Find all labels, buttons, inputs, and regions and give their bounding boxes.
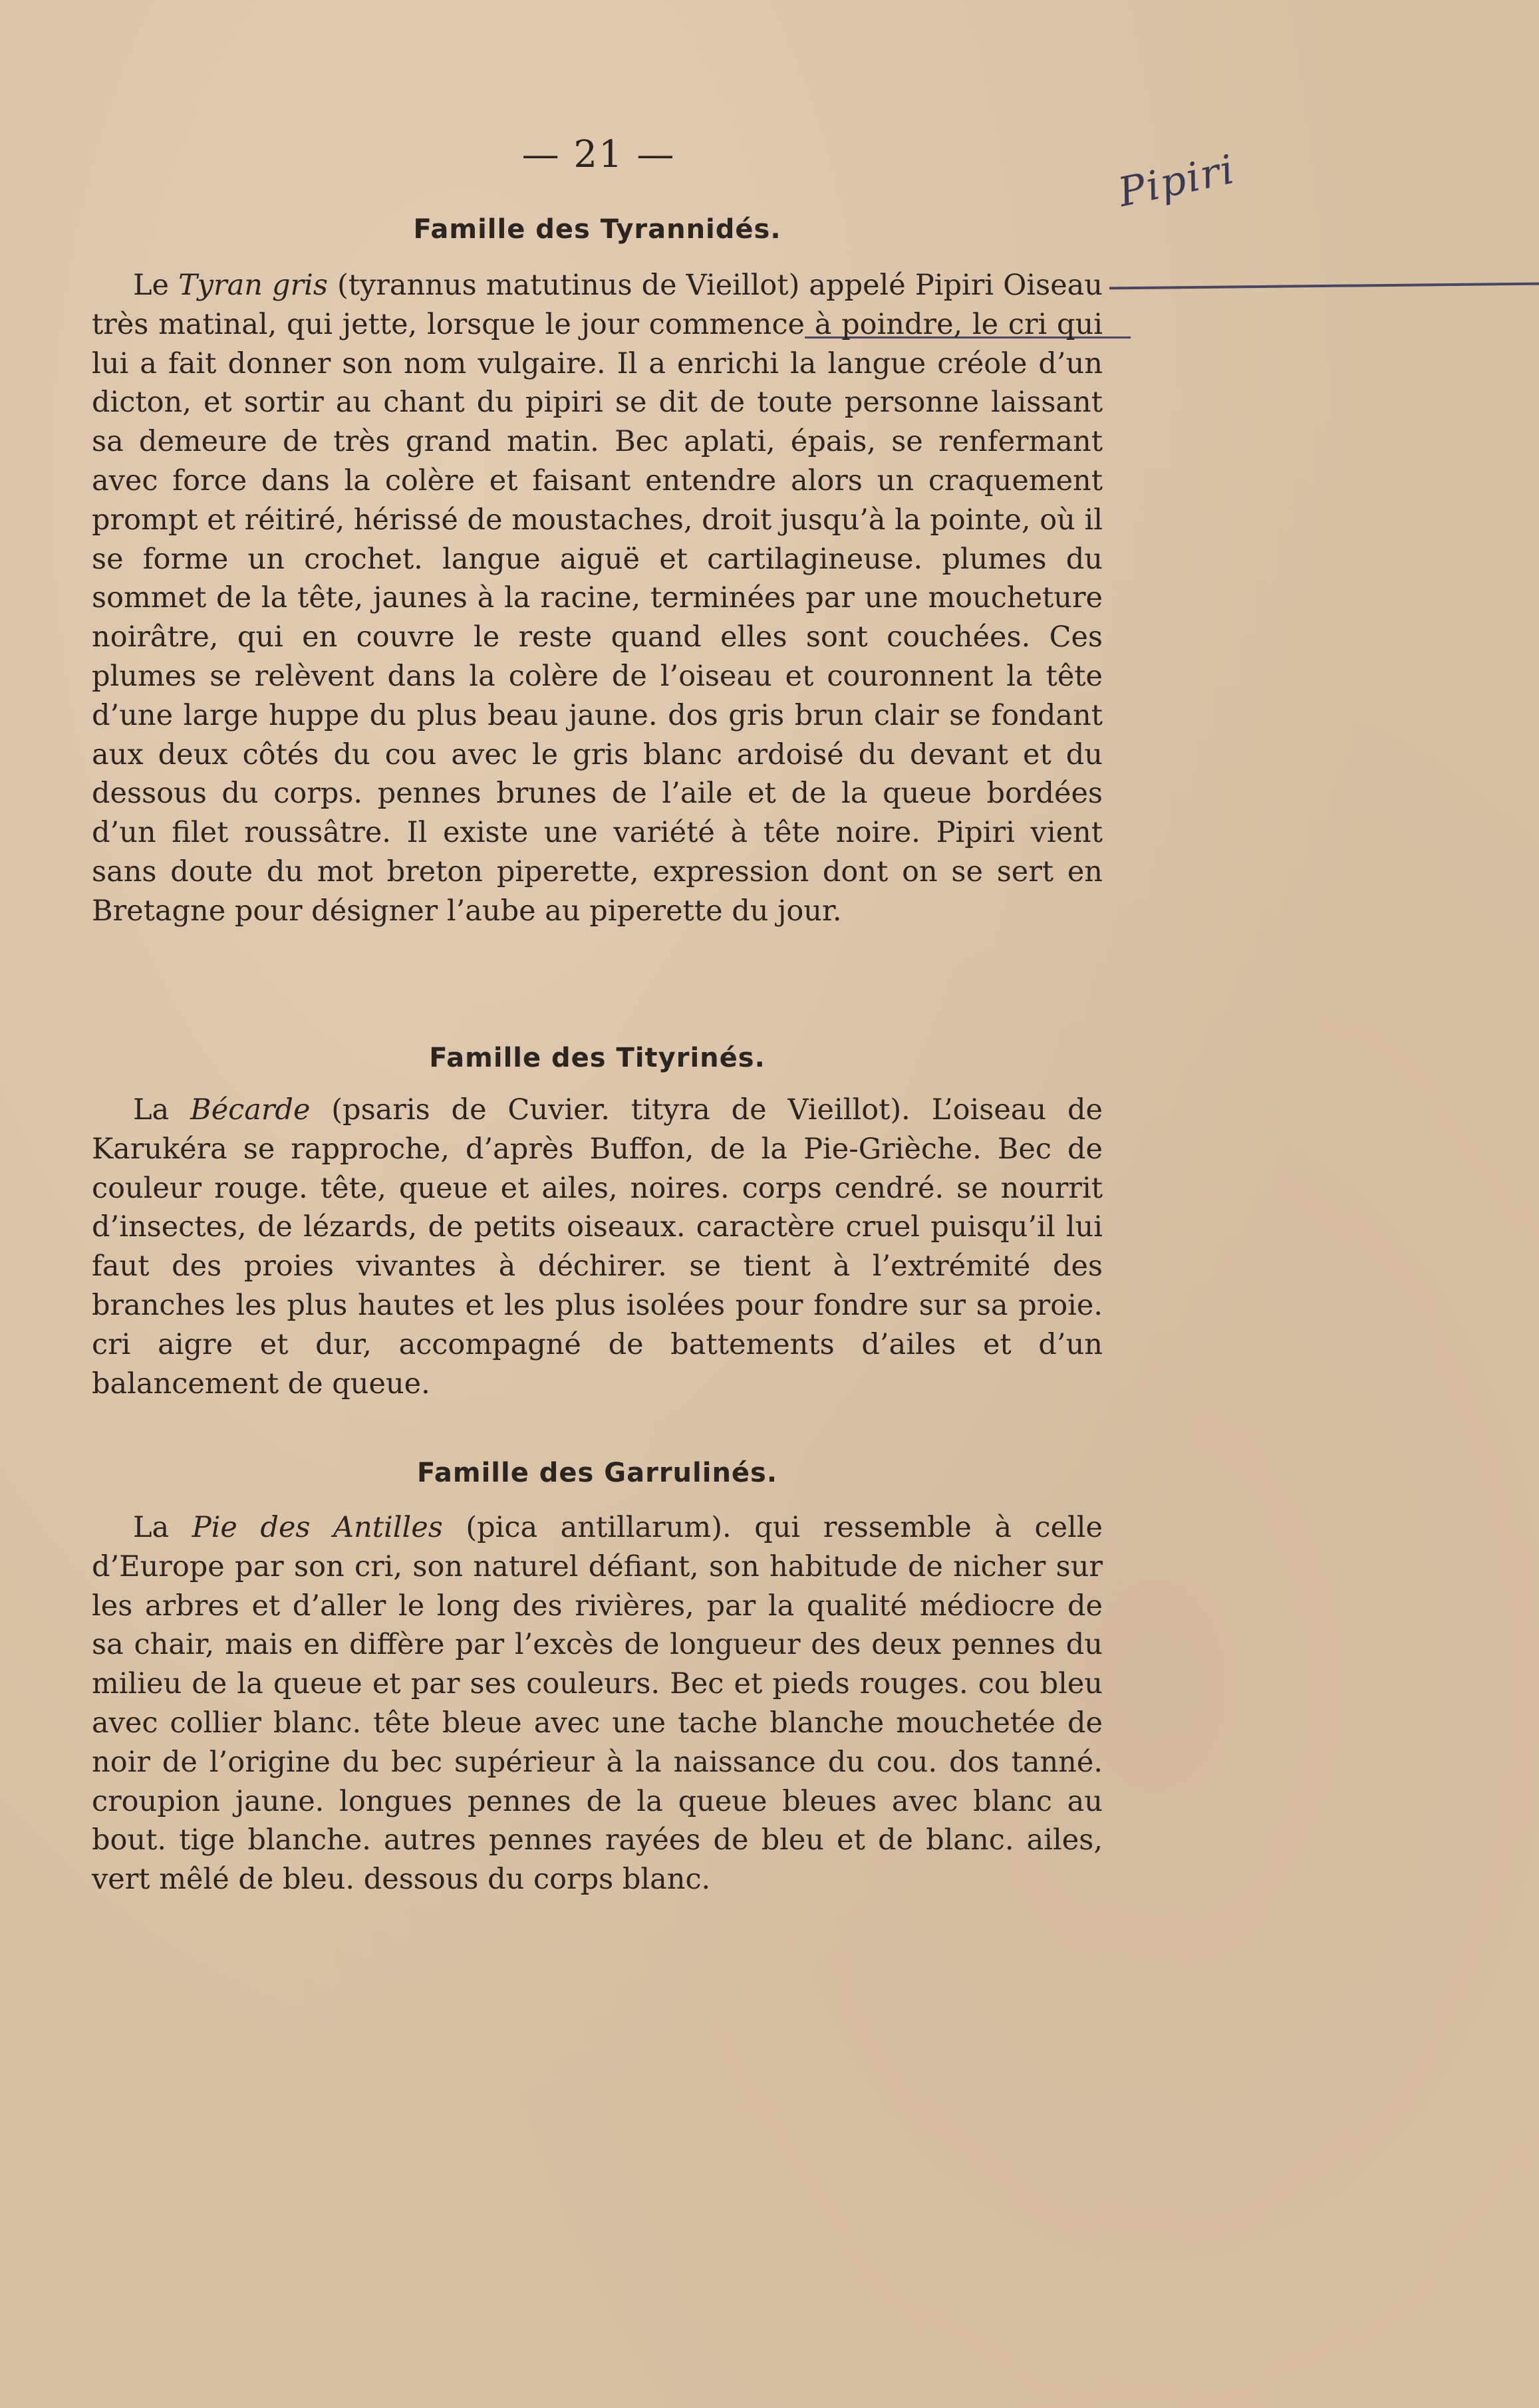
handwritten-annotation bbox=[1114, 146, 1324, 289]
section-paragraph bbox=[92, 266, 1103, 931]
section-heading: Famille des Garrulinés. bbox=[416, 1458, 778, 1488]
section-paragraph bbox=[92, 1508, 1103, 1899]
section-tyrannides bbox=[92, 214, 1103, 245]
paragraph-text: (tyrannus matutinus de Vieillot) appelé Pipiri Oiseau très matinal, qui jette, lorsque le jour commence à poindre, le cri qui lui a fait donner son nom vulgaire. Il a enrichi la langue créole d’un dicton, et sortir au chant du pipiri se dit de toute personne laissant sa demeure de très grand matin. Bec aplati, épais, se renfermant avec force dans la colère et faisant entendre alors un craquement prompt et réitiré, hérissé de moustaches, droit jusqu’à la pointe, où il se forme un crochet. langue aiguë et cartilagineuse. plumes du sommet de la tête, jaunes à la racine, terminées par une moucheture noirâtre, qui en couvre le reste quand elles sont couchées. Ces plumes se relèvent dans la colère de l’oiseau et couronnent la tête d’une large huppe du plus beau jaune. dos gris brun clair se fondant aux deux côtés du cou avec le gris blanc ardoisé du devant et du dessous du corps. pennes brunes de l’aile et de la queue bordées d’un filet roussâtre. Il existe une variété à tête noire. Pipiri vient sans doute du mot breton piperette, expression dont on se sert en Bretagne pour désigner l’aube au piperette du jour. bbox=[92, 269, 1103, 928]
section-tityrines-body bbox=[92, 1091, 1103, 1403]
species-name: Bécarde bbox=[190, 1093, 311, 1127]
section-tityrines bbox=[92, 1043, 1103, 1073]
species-name: Tyran gris bbox=[178, 269, 328, 302]
section-paragraph bbox=[92, 1091, 1103, 1403]
paragraph-lead: La bbox=[133, 1511, 192, 1544]
section-garrulines-body bbox=[92, 1508, 1103, 1899]
section-heading: Famille des Tityrinés. bbox=[429, 1043, 766, 1073]
section-tyrannides-body bbox=[92, 266, 1103, 931]
handwritten-note: Pipiri bbox=[1114, 146, 1240, 216]
page-number: — 21 — bbox=[521, 133, 676, 176]
section-garrulines bbox=[92, 1458, 1103, 1488]
paragraph-lead: Le bbox=[133, 269, 179, 302]
species-name: Pie des Antilles bbox=[192, 1511, 443, 1544]
paragraph-text: (pica antillarum). qui ressemble à celle d’Europe par son cri, son naturel défiant, son habitude de nicher sur les arbres et d’aller le long des rivières, par la qualité médiocre de sa chair, mais en diffère par l’excès de longueur des deux pennes du milieu de la queue et par ses couleurs. Bec et pieds rouges. cou bleu avec collier blanc. tête bleue avec une tache blanche mouchetée de noir de l’origine du bec supérieur à la naissance du cou. dos tanné. croupion jaune. longues pennes de la queue bleues avec blanc au bout. tige blanche. autres pennes rayées de bleu et de blanc. ailes, vert mêlé de bleu. dessous du corps blanc. bbox=[92, 1511, 1103, 1897]
section-heading: Famille des Tyrannidés. bbox=[413, 214, 781, 245]
paragraph-text: (psaris de Cuvier. tityra de Vieillot). L’oiseau de Karukéra se rapproche, d’après Buffon, de la Pie-Grièche. Bec de couleur rouge. tête, queue et ailes, noires. corps cendré. se nourrit d’insectes, de lézards, de petits oiseaux. caractère cruel puisqu’il lui faut des proies vivantes à déchirer. se tient à l’extrémité des branches les plus hautes et les plus isolées pour fondre sur sa proie. cri aigre et dur, accompagné de battements d’ailes et d’un balancement de queue. bbox=[92, 1093, 1103, 1401]
paragraph-lead: La bbox=[133, 1093, 191, 1127]
